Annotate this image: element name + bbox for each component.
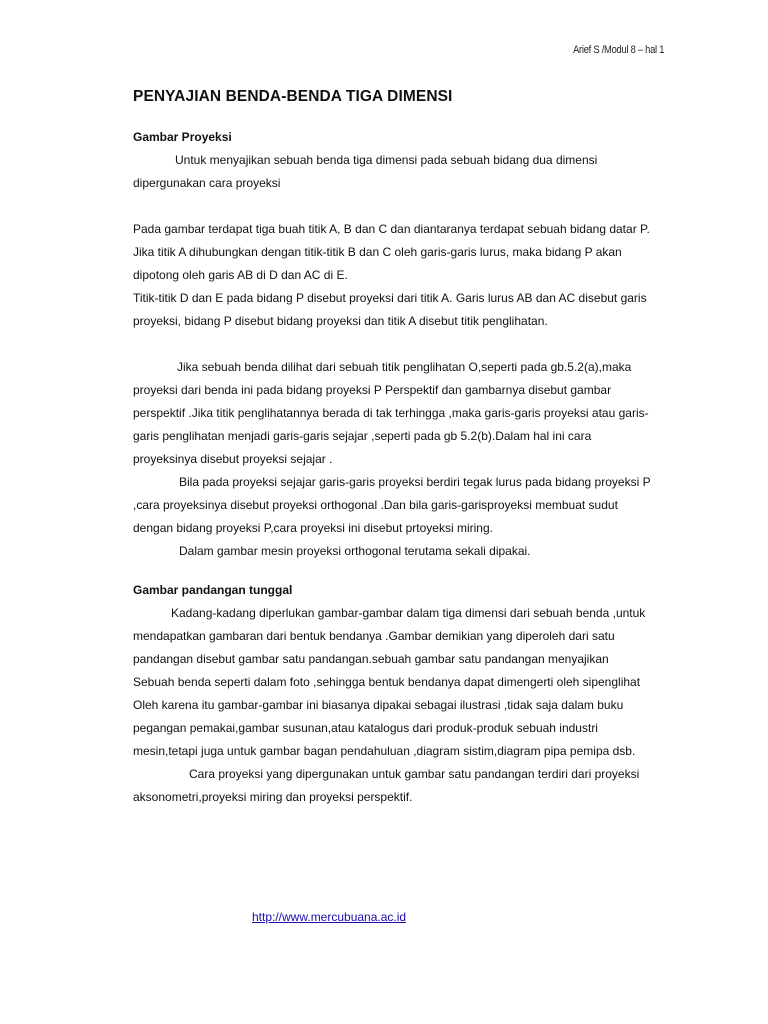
paragraph: Dalam gambar mesin proyeksi orthogonal terutama sekali dipakai. <box>179 544 531 558</box>
paragraph: Oleh karena itu gambar-gambar ini biasanya dipakai sebagai ilustrasi ,tidak saja dalam buku pegangan pemakai,gambar susunan,atau katalogus dari produk-produk sebuah industri mesin,tetapi juga untuk gambar bagan pendahuluan ,diagram sistim,diagram pipa pemipa dsb. <box>133 698 636 758</box>
section-heading-gambar-proyeksi: Gambar Proyeksi <box>133 130 232 144</box>
paragraph: Titik-titik D dan E pada bidang P disebut proyeksi dari titik A. Garis lurus AB dan AC disebut garis proyeksi, bidang P disebut bidang proyeksi dan titik A disebut titik penglihatan. <box>133 291 647 328</box>
paragraph: Untuk menyajikan sebuah benda tiga dimensi pada sebuah bidang dua dimensi dipergunakan cara proyeksi <box>133 153 598 190</box>
document-body <box>133 86 653 809</box>
paragraph: Sebuah benda seperti dalam foto ,sehingga bentuk bendanya dapat dimengerti oleh sipenglihat <box>133 675 641 689</box>
section-heading-gambar-pandangan-tunggal: Gambar pandangan tunggal <box>133 583 293 597</box>
paragraph: Jika sebuah benda dilihat dari sebuah titik penglihatan O,seperti pada gb.5.2(a),maka proyeksi dari benda ini pada bidang proyeksi P Perspektif dan gambarnya disebut gambar perspektif .Jika titik penglihatannya berada di tak terhingga ,maka garis-garis proyeksi atau garis-garis penglihatan menjadi garis-garis sejajar ,seperti pada gb 5.2(b).Dalam hal ini cara proyeksinya disebut proyeksi sejajar . <box>133 360 649 466</box>
paragraph: Pada gambar terdapat tiga buah titik A, B dan C dan diantaranya terdapat sebuah bidang datar P. Jika titik A dihubungkan dengan titik-titik B dan C oleh garis-garis lurus, maka bidang P akan dipotong oleh garis AB di D dan AC di E. <box>133 222 650 282</box>
paragraph: Bila pada proyeksi sejajar garis-garis proyeksi berdiri tegak lurus pada bidang proyeksi P ,cara proyeksinya disebut proyeksi orthogonal .Dan bila garis-garisproyeksi membuat sudut dengan bidang proyeksi P,cara proyeksi ini disebut prtoyeksi miring. <box>133 475 651 535</box>
footer <box>252 910 406 924</box>
footer-link[interactable]: http://www.mercubuana.ac.id <box>252 910 407 924</box>
paragraph: Kadang-kadang diperlukan gambar-gambar dalam tiga dimensi dari sebuah benda ,untuk mendapatkan gambaran dari bentuk bendanya .Gambar demikian yang diperoleh dari satu pandangan disebut gambar satu pandangan.sebuah gambar satu pandangan menyajikan <box>133 606 646 666</box>
page-header: Arief S /Modul 8 – hal 1 <box>572 44 664 56</box>
document-title: PENYAJIAN BENDA-BENDA TIGA DIMENSI <box>133 88 453 105</box>
paragraph: Cara proyeksi yang dipergunakan untuk gambar satu pandangan terdiri dari proyeksi aksonometri,proyeksi miring dan proyeksi perspektif. <box>133 767 640 804</box>
